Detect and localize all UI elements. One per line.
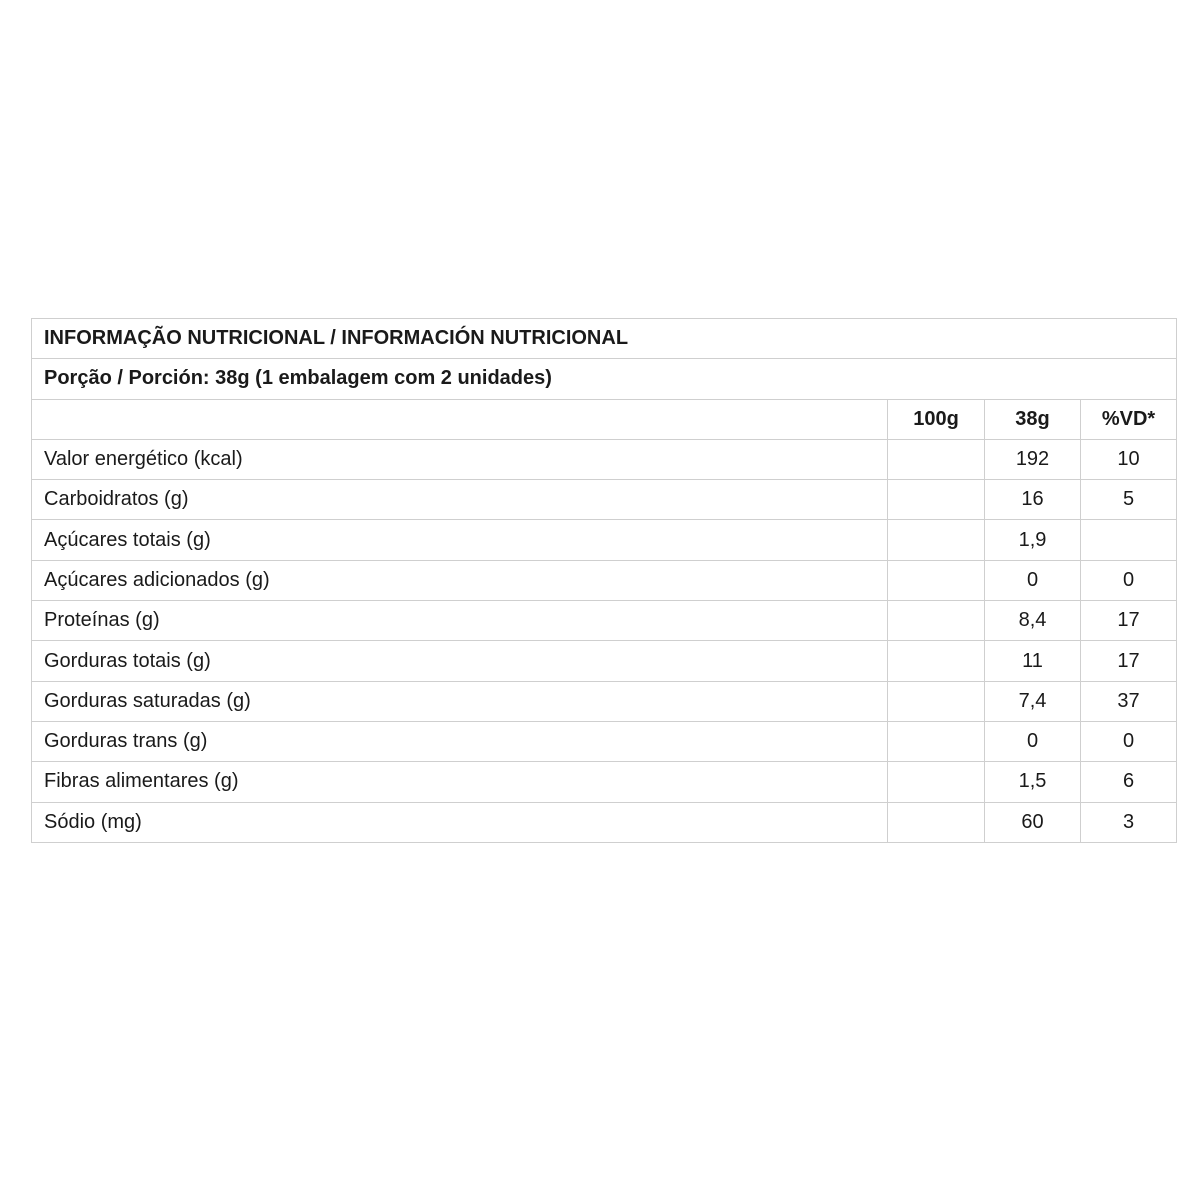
nutrient-value-portion: 192 [985,439,1081,479]
nutrient-value-100g [888,762,985,802]
nutrient-value-portion: 0 [985,560,1081,600]
nutrient-daily-value: 17 [1081,601,1177,641]
nutrient-row [32,439,1177,479]
nutrient-daily-value: 3 [1081,802,1177,842]
nutrient-daily-value: 37 [1081,681,1177,721]
nutrient-value-100g [888,641,985,681]
nutrient-name: Carboidratos (g) [32,480,888,520]
nutrient-row [32,560,1177,600]
column-header-row [32,399,1177,439]
portion-row [32,359,1177,399]
nutrient-name: Sódio (mg) [32,802,888,842]
nutrient-daily-value: 6 [1081,762,1177,802]
nutrient-value-portion: 1,9 [985,520,1081,560]
header-100g: 100g [888,399,985,439]
nutrient-value-portion: 0 [985,721,1081,761]
nutrient-name: Gorduras totais (g) [32,641,888,681]
nutrient-value-100g [888,601,985,641]
nutrient-name: Gorduras trans (g) [32,721,888,761]
header-portion: 38g [985,399,1081,439]
nutrient-value-portion: 7,4 [985,681,1081,721]
nutrient-name: Gorduras saturadas (g) [32,681,888,721]
nutrient-row [32,480,1177,520]
nutrient-daily-value: 0 [1081,721,1177,761]
nutrient-value-100g [888,681,985,721]
nutrient-value-100g [888,802,985,842]
nutrient-value-100g [888,721,985,761]
nutrient-name: Açúcares totais (g) [32,520,888,560]
header-empty-cell [32,399,888,439]
nutrient-value-100g [888,560,985,600]
nutrient-value-100g [888,520,985,560]
nutrient-value-portion: 8,4 [985,601,1081,641]
nutrient-daily-value: 0 [1081,560,1177,600]
title-row [32,319,1177,359]
nutrient-name: Proteínas (g) [32,601,888,641]
nutrient-value-100g [888,480,985,520]
nutrient-value-portion: 60 [985,802,1081,842]
nutrient-name: Fibras alimentares (g) [32,762,888,802]
nutrient-row [32,641,1177,681]
nutrient-value-portion: 1,5 [985,762,1081,802]
nutrient-row [32,802,1177,842]
nutrient-name: Açúcares adicionados (g) [32,560,888,600]
table-title: INFORMAÇÃO NUTRICIONAL / INFORMACIÓN NUTRICIONAL [32,319,1177,359]
nutrient-daily-value: 5 [1081,480,1177,520]
nutrient-value-portion: 11 [985,641,1081,681]
nutrient-row [32,520,1177,560]
nutrient-daily-value: 17 [1081,641,1177,681]
nutrient-value-100g [888,439,985,479]
nutrition-label [31,318,1176,843]
nutrient-daily-value [1081,520,1177,560]
header-daily-value: %VD* [1081,399,1177,439]
nutrient-row [32,762,1177,802]
nutrient-daily-value: 10 [1081,439,1177,479]
nutrient-row [32,681,1177,721]
nutrient-row [32,601,1177,641]
nutrient-name: Valor energético (kcal) [32,439,888,479]
nutrition-table [31,318,1177,843]
portion-text: Porção / Porción: 38g (1 embalagem com 2 unidades) [32,359,1177,399]
nutrient-value-portion: 16 [985,480,1081,520]
nutrient-row [32,721,1177,761]
